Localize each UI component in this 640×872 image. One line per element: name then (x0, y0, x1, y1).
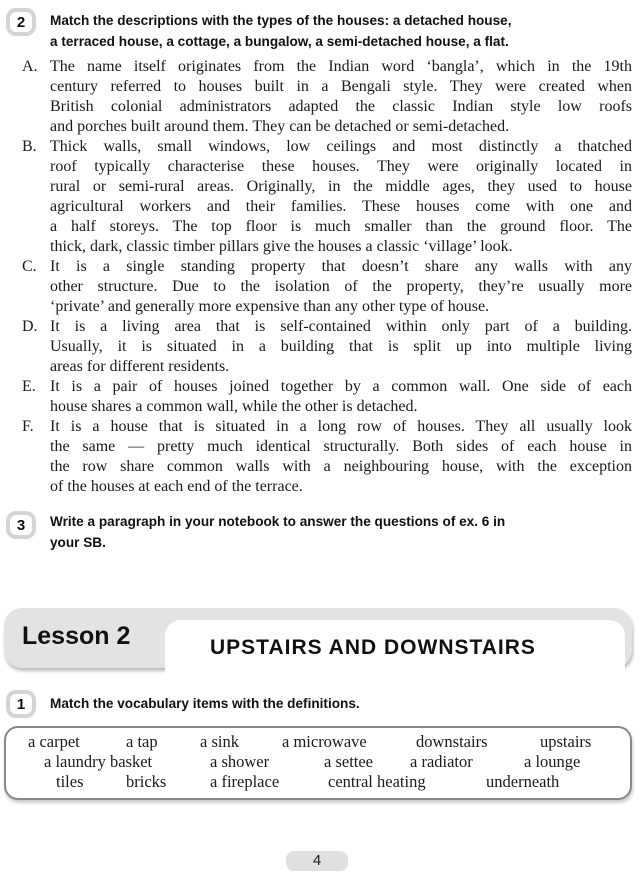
task-number-badge: 1 (6, 690, 36, 718)
item-letter: E. (22, 378, 36, 395)
description-item (22, 137, 632, 257)
item-line: the row share common walls with a neighbouring house, with the exception (50, 458, 632, 475)
task1-instruction: Match the vocabulary items with the definitions. (50, 696, 360, 711)
task2-instruction (50, 10, 632, 52)
item-line: thick, dark, classic timber pillars give the houses a classic ‘village’ look. (50, 238, 513, 255)
vocab-item: a tap (126, 732, 158, 751)
item-letter: B. (22, 138, 37, 155)
vocab-item: a settee (324, 752, 374, 771)
item-line: British colonial administrators adapted the classic Indian style low roofs (50, 98, 632, 115)
item-line: ‘private’ and generally more expensive than any other type of house. (50, 298, 490, 315)
instruction-line: Write a paragraph in your notebook to answer the questions of ex. 6 in (50, 514, 506, 529)
instruction-line: a terraced house, a cottage, a bungalow, a semi-detached house, a flat. (50, 34, 509, 49)
description-item (22, 377, 632, 417)
item-line: century referred to houses built in a Bengali style. They were created when (50, 78, 632, 95)
task-number-badge: 3 (6, 511, 36, 539)
instruction-line: Match the descriptions with the types of the houses: a detached house, (50, 13, 512, 28)
vocab-item: tiles (56, 772, 84, 791)
vocab-item: downstairs (416, 732, 488, 751)
item-line: It is a single standing property that doesn’t share any walls with any (50, 258, 632, 275)
vocab-item: a microwave (282, 732, 367, 751)
item-line: a half storeys. The top floor is much smaller than the ground floor. The (50, 218, 632, 235)
vocab-item: a fireplace (210, 772, 280, 791)
item-letter: D. (22, 318, 38, 335)
item-line: the same — pretty much identical structurally. Both sides of each house in (50, 438, 632, 455)
vocab-item: a lounge (524, 752, 581, 771)
page-number: 4 (286, 851, 348, 871)
vocab-item: central heating (328, 772, 426, 791)
vocabulary-box (4, 726, 632, 800)
vocab-item: a carpet (28, 732, 80, 751)
item-letter: F. (22, 418, 34, 435)
item-line: rural or semi-rural areas. Originally, in the middle ages, they used to house (50, 178, 632, 195)
description-item (22, 417, 632, 497)
lesson-label: Lesson 2 (22, 622, 131, 650)
item-line: roof typically characterise these houses. They were originally located in (50, 158, 632, 175)
vocab-item: a sink (200, 732, 239, 751)
instruction-line: your SB. (50, 535, 106, 550)
description-item (22, 317, 632, 377)
description-item (22, 57, 632, 137)
description-item (22, 257, 632, 317)
item-line: agricultural workers and their families. These houses come with one and (50, 198, 632, 215)
item-line: areas for different residents. (50, 358, 230, 375)
item-letter: C. (22, 258, 37, 275)
item-line: It is a pair of houses joined together by a common wall. One side of each (50, 378, 632, 395)
vocab-item: upstairs (540, 732, 592, 751)
item-line: and porches built around them. They can be detached or semi-detached. (50, 118, 510, 135)
item-line: It is a house that is situated in a long row of houses. They all usually look (50, 418, 632, 435)
task3-instruction (50, 511, 632, 553)
vocab-item: underneath (486, 772, 560, 791)
item-letter: A. (22, 58, 38, 75)
item-line: house shares a common wall, while the other is detached. (50, 398, 418, 415)
vocab-item: a shower (210, 752, 270, 771)
task-number-badge: 2 (6, 8, 36, 36)
item-line: of the houses at each end of the terrace. (50, 478, 303, 495)
item-line: It is a living area that is self-contained within only part of a building. (50, 318, 632, 335)
item-line: Thick walls, small windows, low ceilings and most distinctly a thatched (50, 138, 632, 155)
vocab-item: bricks (126, 772, 167, 791)
item-line: Usually, it is situated in a building that is split up into multiple living (50, 338, 632, 355)
lesson-title: UPSTAIRS AND DOWNSTAIRS (210, 636, 536, 659)
description-list (22, 57, 632, 497)
vocab-item: a radiator (410, 752, 473, 771)
item-line: other structure. Due to the isolation of the property, they’re usually more (50, 278, 632, 295)
item-line: The name itself originates from the Indian word ‘bangla’, which in the 19th (50, 58, 632, 75)
vocab-item: a laundry basket (44, 752, 153, 771)
